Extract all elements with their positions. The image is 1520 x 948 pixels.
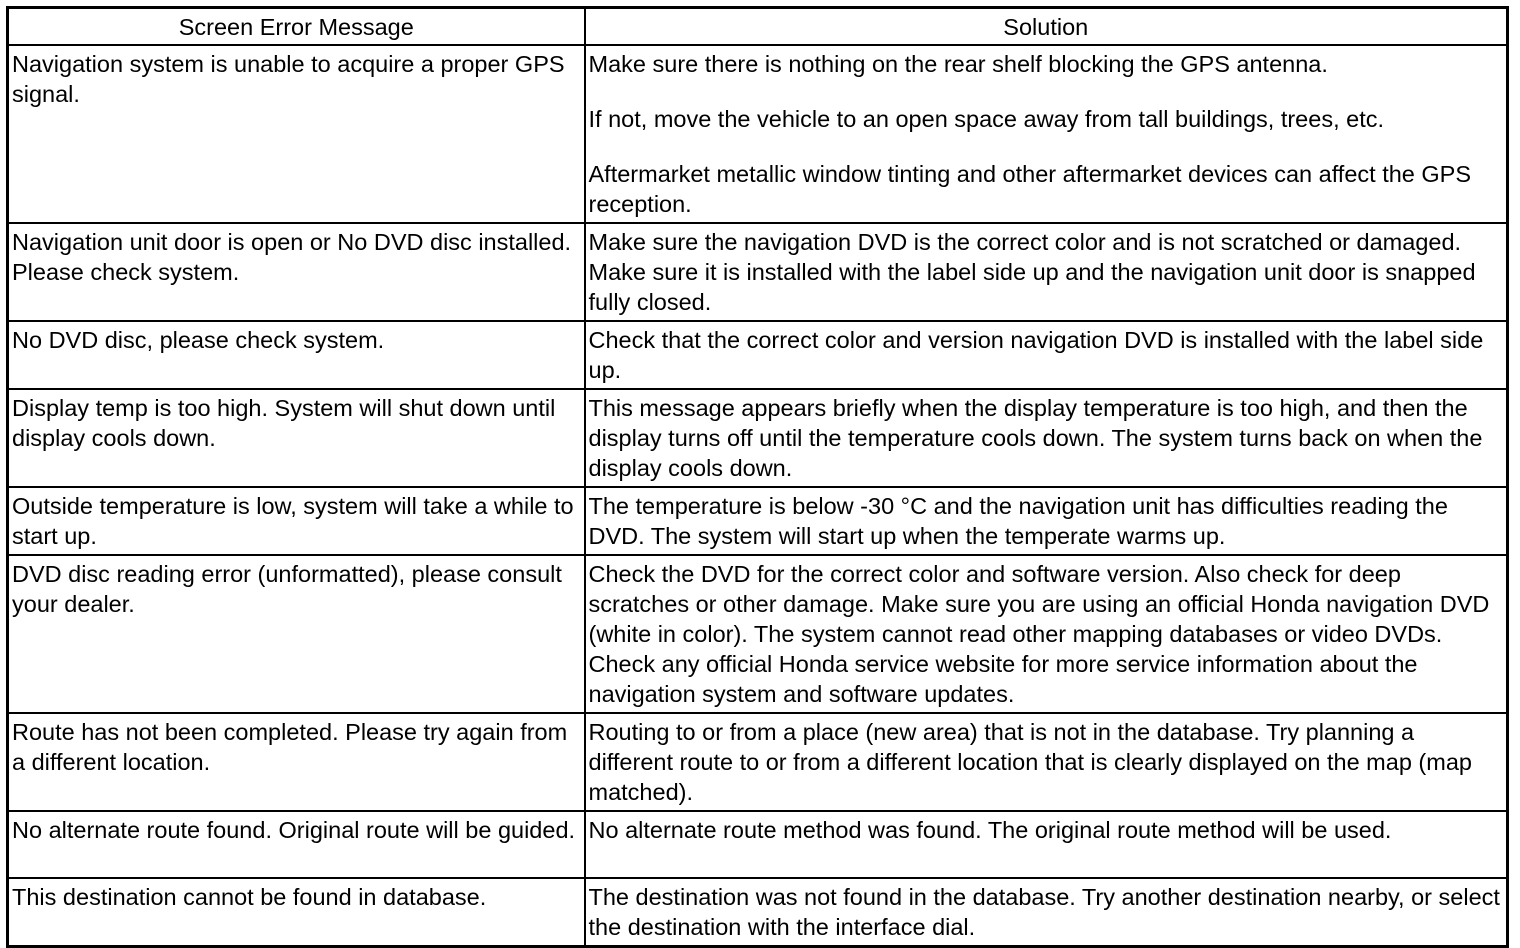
table-row [8,389,1508,487]
solution-paragraph: No alternate route method was found. The original route method will be used. [588,817,1392,843]
solution-cell [585,555,1508,713]
error-message-cell: Route has not been completed. Please try again from a different location. [8,713,585,811]
solution-paragraph: Aftermarket metallic window tinting and other aftermarket devices can affect the GPS reception. [588,161,1472,217]
error-message-cell: Navigation system is unable to acquire a proper GPS signal. [8,45,585,223]
solution-cell [585,487,1508,555]
table-row [8,321,1508,389]
error-message-table-container [6,6,1506,948]
error-message-cell: Navigation unit door is open or No DVD disc installed. Please check system. [8,223,585,321]
error-message-cell: Display temp is too high. System will shut down until display cools down. [8,389,585,487]
table-row [8,223,1508,321]
column-header-solution: Solution [585,8,1508,46]
solution-cell [585,811,1508,878]
solution-paragraph: Make sure there is nothing on the rear shelf blocking the GPS antenna. [588,51,1328,77]
solution-paragraph: The temperature is below -30 °C and the navigation unit has difficulties reading the DVD. The system will start up when the temperate warms up. [588,493,1448,549]
solution-paragraph: Check that the correct color and version navigation DVD is installed with the label side up. [588,327,1484,383]
error-message-cell: Outside temperature is low, system will take a while to start up. [8,487,585,555]
solution-paragraph: Check the DVD for the correct color and software version. Also check for deep scratches or other damage. Make sure you are using an official Honda navigation DVD (white in color). The system cannot read other mapping databases or video DVDs. Check any official Honda service website for more service information about the navigation system and software updates. [588,561,1490,707]
solution-cell [585,223,1508,321]
solution-cell [585,713,1508,811]
error-message-cell: No DVD disc, please check system. [8,321,585,389]
solution-cell [585,321,1508,389]
solution-cell [585,45,1508,223]
error-message-cell: DVD disc reading error (unformatted), please consult your dealer. [8,555,585,713]
solution-cell [585,878,1508,947]
table-row [8,555,1508,713]
error-message-cell: This destination cannot be found in database. [8,878,585,947]
error-message-cell: No alternate route found. Original route will be guided. [8,811,585,878]
table-row [8,713,1508,811]
table-row [8,878,1508,947]
solution-paragraph: Make sure the navigation DVD is the correct color and is not scratched or damaged. Make sure it is installed with the label side up and the navigation unit door is snapped fully closed. [588,229,1476,315]
solution-paragraph: This message appears briefly when the display temperature is too high, and then the display turns off until the temperature cools down. The system turns back on when the display cools down. [588,395,1483,481]
solution-paragraph: If not, move the vehicle to an open space away from tall buildings, trees, etc. [588,106,1385,132]
table-row [8,45,1508,223]
solution-paragraph: The destination was not found in the database. Try another destination nearby, or select the destination with the interface dial. [588,884,1500,940]
solution-cell [585,389,1508,487]
column-header-screen-error-message: Screen Error Message [8,8,585,46]
table-header-row [8,8,1508,46]
table-row [8,487,1508,555]
error-message-table [6,6,1509,948]
table-row [8,811,1508,878]
solution-paragraph: Routing to or from a place (new area) that is not in the database. Try planning a different route to or from a different location that is clearly displayed on the map (map matched). [588,719,1472,805]
